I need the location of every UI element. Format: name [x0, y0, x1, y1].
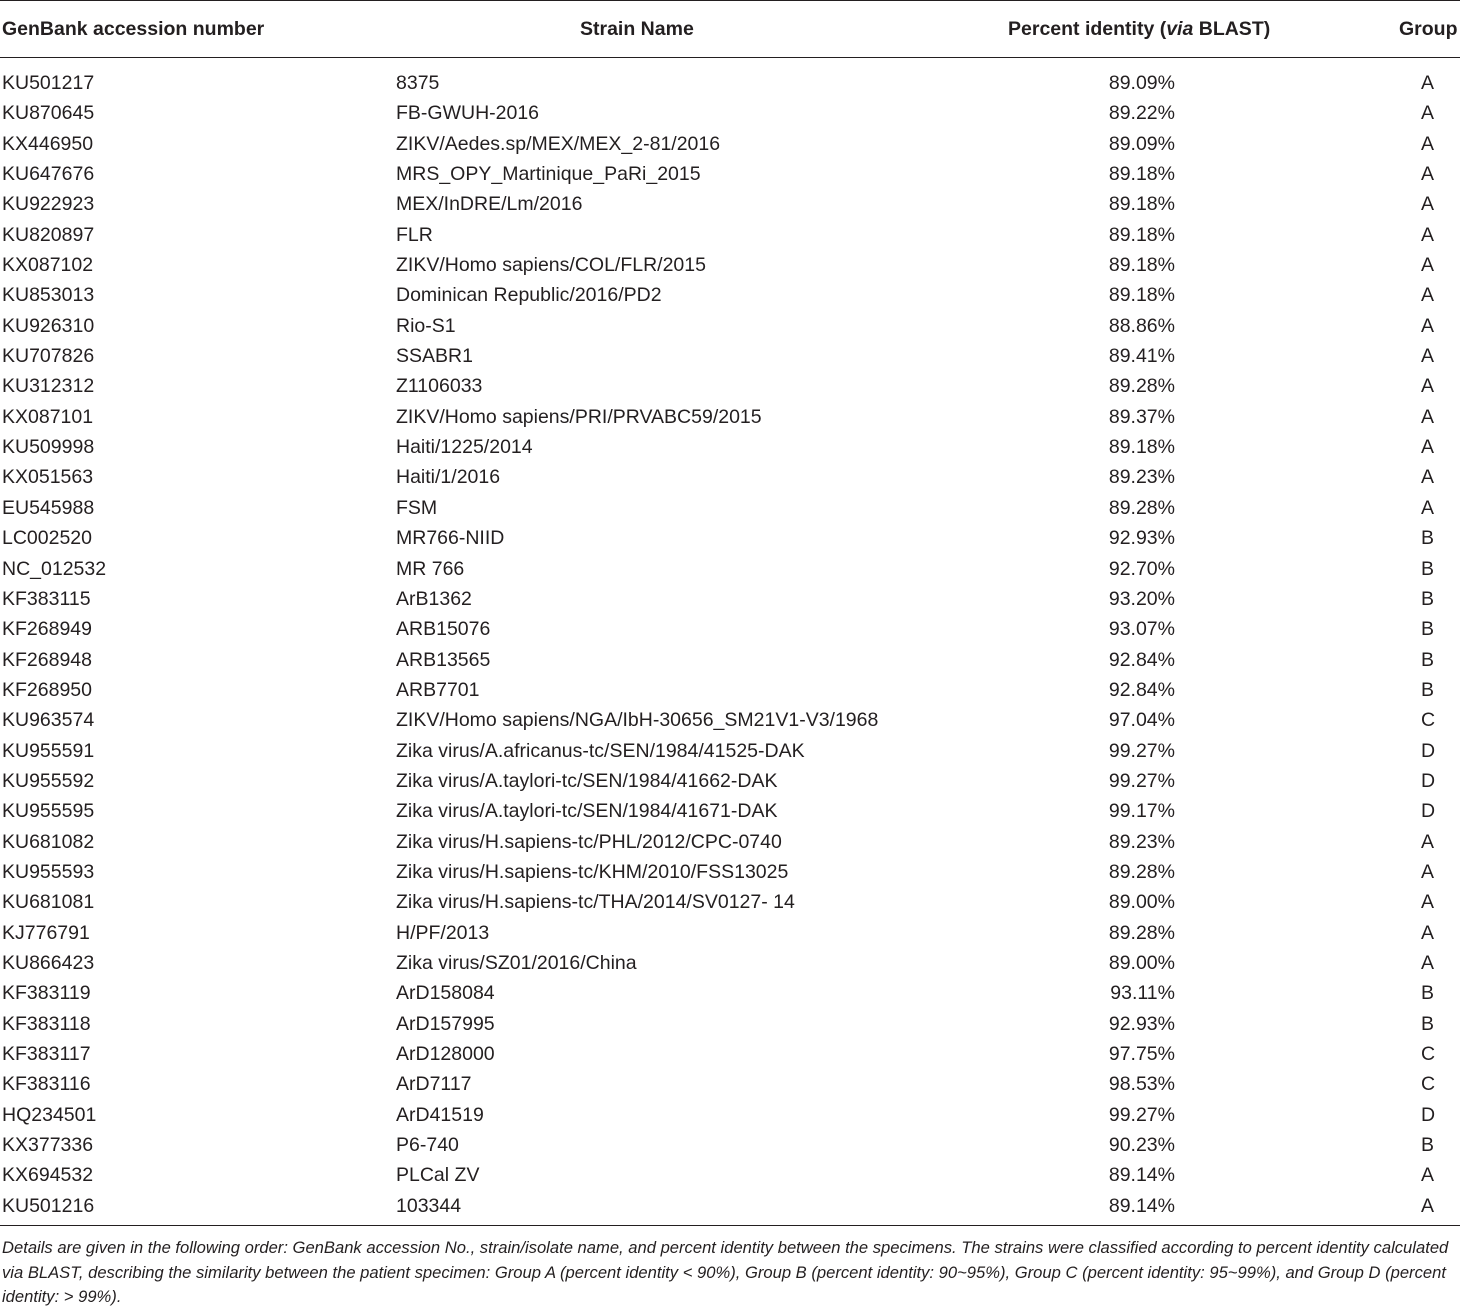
cell-percent: 93.07% [1108, 618, 1175, 641]
table-row [0, 1161, 1460, 1191]
cell-group: B [1421, 1134, 1435, 1157]
table-row [0, 676, 1460, 706]
table-row [0, 1131, 1460, 1161]
cell-percent: 89.09% [1108, 72, 1175, 94]
cell-strain: Haiti/1225/2014 [396, 436, 533, 459]
cell-group: B [1421, 648, 1435, 671]
table-row [0, 737, 1460, 767]
cell-percent: 89.23% [1108, 466, 1175, 489]
cell-percent: 99.27% [1108, 739, 1175, 762]
table-body [0, 58, 1460, 1225]
header-percent-via: via [1166, 18, 1194, 40]
table-row [0, 1040, 1460, 1070]
cell-strain: Z1106033 [396, 375, 483, 398]
table-row [0, 403, 1460, 433]
cell-percent: 92.84% [1108, 678, 1175, 701]
table-row [0, 281, 1460, 311]
cell-accession: KU820897 [2, 223, 95, 246]
table-row [0, 190, 1460, 220]
cell-percent: 89.14% [1108, 1164, 1175, 1187]
cell-accession: KU926310 [2, 314, 95, 337]
cell-accession: KU707826 [2, 345, 95, 368]
cell-percent: 89.37% [1108, 405, 1175, 428]
cell-percent: 97.04% [1108, 709, 1175, 732]
cell-strain: ArD158084 [396, 982, 495, 1005]
cell-strain: Zika virus/A.taylori-tc/SEN/1984/41671-DAK [396, 800, 778, 823]
cell-strain: FSM [396, 496, 438, 519]
cell-group: D [1421, 739, 1436, 762]
cell-group: D [1421, 769, 1436, 792]
table-row [0, 555, 1460, 585]
cell-group: C [1421, 1073, 1436, 1096]
cell-percent: 89.00% [1108, 951, 1175, 974]
cell-percent: 89.28% [1108, 860, 1175, 883]
cell-percent: 99.27% [1108, 769, 1175, 792]
cell-percent: 89.00% [1108, 891, 1175, 914]
cell-strain: ZIKV/Homo sapiens/COL/FLR/2015 [396, 254, 706, 277]
cell-group: B [1421, 618, 1435, 641]
cell-strain: ArD157995 [396, 1012, 495, 1035]
cell-group: A [1421, 1164, 1435, 1187]
cell-accession: KU501216 [2, 1194, 95, 1217]
table-row [0, 1010, 1460, 1040]
header-percent [1008, 18, 1270, 41]
cell-strain: Haiti/1/2016 [396, 466, 501, 489]
cell-group: A [1421, 163, 1435, 186]
cell-accession: KU870645 [2, 102, 95, 125]
header-strain: Strain Name [580, 18, 694, 40]
header-percent-prefix: Percent identity ( [1008, 18, 1167, 40]
cell-strain: P6-740 [396, 1134, 459, 1157]
cell-group: A [1421, 860, 1435, 883]
table-row [0, 99, 1460, 129]
cell-accession: KU647676 [2, 163, 95, 186]
cell-strain: Zika virus/H.sapiens-tc/THA/2014/SV0127- 14 [396, 891, 795, 914]
table-row [0, 585, 1460, 615]
cell-percent: 89.18% [1108, 163, 1175, 186]
cell-accession: KX377336 [2, 1134, 94, 1157]
cell-accession: KU681081 [2, 891, 95, 914]
cell-strain: ArD7117 [396, 1073, 472, 1096]
cell-strain: ARB7701 [396, 678, 480, 701]
cell-accession: KF383117 [2, 1043, 91, 1065]
cell-accession: KX694532 [2, 1164, 94, 1187]
cell-percent: 89.18% [1108, 254, 1175, 277]
header-group: Group [1399, 18, 1458, 40]
cell-group: A [1421, 102, 1435, 125]
cell-accession: EU545988 [2, 496, 95, 519]
cell-strain: MR766-NIID [396, 527, 505, 550]
cell-percent: 89.14% [1108, 1194, 1175, 1217]
cell-percent: 89.23% [1108, 830, 1175, 853]
cell-group: B [1421, 1012, 1435, 1035]
table-row [0, 342, 1460, 372]
cell-percent: 99.27% [1108, 1103, 1175, 1126]
table-row [0, 888, 1460, 918]
cell-percent: 89.41% [1108, 345, 1175, 368]
cell-percent: 89.28% [1108, 921, 1175, 944]
cell-strain: MR 766 [396, 557, 465, 580]
cell-accession: LC002520 [2, 527, 92, 550]
cell-group: A [1421, 891, 1435, 914]
cell-accession: KX087101 [2, 405, 94, 428]
cell-percent: 89.28% [1108, 496, 1175, 519]
cell-percent: 93.11% [1110, 982, 1175, 1005]
cell-group: A [1421, 496, 1435, 519]
cell-group: A [1421, 132, 1435, 155]
cell-accession: KF268949 [2, 618, 92, 641]
cell-accession: KF383115 [2, 587, 91, 610]
cell-group: B [1421, 982, 1435, 1005]
table-row [0, 433, 1460, 463]
cell-group: A [1421, 921, 1435, 944]
table-row [0, 706, 1460, 736]
cell-accession: HQ234501 [2, 1103, 97, 1126]
cell-strain: Zika virus/A.africanus-tc/SEN/1984/41525-DAK [396, 739, 805, 762]
cell-accession: KU866423 [2, 951, 95, 974]
table-row [0, 1101, 1460, 1131]
cell-accession: KF383116 [2, 1073, 91, 1096]
cell-strain: SSABR1 [396, 345, 473, 368]
cell-strain: FLR [396, 223, 433, 246]
cell-group: A [1421, 193, 1435, 216]
cell-percent: 97.75% [1108, 1043, 1175, 1065]
cell-accession: NC_012532 [2, 557, 107, 580]
cell-percent: 89.18% [1108, 436, 1175, 459]
cell-accession: KU312312 [2, 375, 95, 398]
cell-percent: 98.53% [1108, 1073, 1175, 1096]
cell-group: A [1421, 1194, 1435, 1217]
cell-strain: PLCal ZV [396, 1164, 480, 1187]
cell-accession: KU955591 [2, 739, 95, 762]
cell-group: D [1421, 1103, 1436, 1126]
cell-percent: 90.23% [1108, 1134, 1175, 1157]
cell-group: A [1421, 72, 1435, 94]
cell-group: A [1421, 375, 1435, 398]
table-row [0, 646, 1460, 676]
cell-accession: KF268950 [2, 678, 92, 701]
cell-strain: Rio-S1 [396, 314, 456, 337]
cell-percent: 89.28% [1108, 375, 1175, 398]
cell-group: A [1421, 466, 1435, 489]
cell-percent: 92.93% [1108, 527, 1175, 550]
table-footnote: Details are given in the following order: GenBank accession No., strain/isolate name, and percent identity between the specimens. The strains were classified according to percent identity calculated via BLAST, describing the similarity between the patient specimen: Group A (percent identity < 90%), Group B (percent identity: 90~95%), Group C (percent identity: 95~99%), and Group D (percent identity: > 99%). [2, 1238, 1449, 1307]
cell-group: C [1421, 709, 1436, 732]
cell-group: A [1421, 830, 1435, 853]
cell-group: A [1421, 405, 1435, 428]
cell-strain: ArD128000 [396, 1043, 495, 1065]
cell-accession: KU509998 [2, 436, 95, 459]
cell-group: A [1421, 314, 1435, 337]
cell-accession: KU853013 [2, 284, 95, 307]
cell-strain: MRS_OPY_Martinique_PaRi_2015 [396, 163, 701, 186]
table-row [0, 949, 1460, 979]
cell-accession: KX446950 [2, 132, 94, 155]
table-row [0, 312, 1460, 342]
cell-group: A [1421, 223, 1435, 246]
cell-strain: 103344 [396, 1194, 462, 1217]
cell-percent: 89.18% [1108, 223, 1175, 246]
header-accession: GenBank accession number [2, 18, 265, 40]
cell-accession: KU501217 [2, 72, 95, 94]
table-row [0, 615, 1460, 645]
table-row [0, 1070, 1460, 1100]
table-row [0, 858, 1460, 888]
cell-group: C [1421, 1043, 1436, 1065]
cell-percent: 89.18% [1108, 193, 1175, 216]
cell-accession: KX087102 [2, 254, 94, 277]
cell-group: B [1421, 527, 1435, 550]
header-percent-suffix: BLAST) [1193, 18, 1271, 40]
cell-group: B [1421, 557, 1435, 580]
cell-strain: Zika virus/SZ01/2016/China [396, 951, 637, 974]
cell-strain: MEX/InDRE/Lm/2016 [396, 193, 583, 216]
cell-accession: KF268948 [2, 648, 92, 671]
table-row [0, 919, 1460, 949]
cell-strain: ZIKV/Homo sapiens/NGA/IbH-30656_SM21V1-V3/1968 [396, 709, 879, 732]
cell-strain: H/PF/2013 [396, 921, 490, 944]
cell-strain: 8375 [396, 72, 440, 94]
cell-accession: KX051563 [2, 466, 94, 489]
cell-strain: Dominican Republic/2016/PD2 [396, 284, 662, 307]
cell-strain: Zika virus/H.sapiens-tc/PHL/2012/CPC-0740 [396, 830, 782, 853]
cell-strain: ZIKV/Aedes.sp/MEX/MEX_2-81/2016 [396, 132, 721, 155]
cell-strain: ArB1362 [396, 587, 472, 610]
table-row [0, 494, 1460, 524]
cell-percent: 88.86% [1108, 314, 1175, 337]
cell-strain: Zika virus/H.sapiens-tc/KHM/2010/FSS13025 [396, 860, 789, 883]
cell-group: B [1421, 678, 1435, 701]
cell-accession: KU955593 [2, 860, 95, 883]
cell-group: A [1421, 345, 1435, 368]
cell-accession: KU955595 [2, 800, 95, 823]
cell-accession: KF383118 [2, 1012, 91, 1035]
table-row [0, 767, 1460, 797]
cell-group: A [1421, 284, 1435, 307]
table-row [0, 797, 1460, 827]
cell-group: D [1421, 800, 1436, 823]
table-row [0, 828, 1460, 858]
cell-group: A [1421, 951, 1435, 974]
cell-group: B [1421, 587, 1435, 610]
cell-strain: FB-GWUH-2016 [396, 102, 540, 125]
cell-percent: 99.17% [1108, 800, 1175, 823]
cell-accession: KF383119 [2, 982, 91, 1005]
table-row [0, 221, 1460, 251]
cell-strain: ARB15076 [396, 618, 491, 641]
cell-accession: KU681082 [2, 830, 95, 853]
cell-accession: KU955592 [2, 769, 95, 792]
table-row [0, 979, 1460, 1009]
cell-percent: 92.93% [1108, 1012, 1175, 1035]
cell-percent: 92.84% [1108, 648, 1175, 671]
cell-accession: KU963574 [2, 709, 95, 732]
table-row [0, 372, 1460, 402]
cell-accession: KJ776791 [2, 921, 90, 944]
cell-percent: 92.70% [1108, 557, 1175, 580]
cell-percent: 89.18% [1108, 284, 1175, 307]
table-row [0, 463, 1460, 493]
table-row [0, 69, 1460, 99]
cell-percent: 89.09% [1108, 132, 1175, 155]
cell-percent: 89.22% [1108, 102, 1175, 125]
table-row [0, 130, 1460, 160]
cell-strain: ARB13565 [396, 648, 491, 671]
cell-accession: KU922923 [2, 193, 95, 216]
cell-percent: 93.20% [1108, 587, 1175, 610]
cell-group: A [1421, 436, 1435, 459]
table-row [0, 251, 1460, 281]
table-row [0, 524, 1460, 554]
cell-strain: Zika virus/A.taylori-tc/SEN/1984/41662-DAK [396, 769, 778, 792]
table-header [0, 1, 1460, 57]
cell-group: A [1421, 254, 1435, 277]
cell-strain: ArD41519 [396, 1103, 484, 1126]
table-row [0, 1192, 1460, 1222]
cell-strain: ZIKV/Homo sapiens/PRI/PRVABC59/2015 [396, 405, 762, 428]
table-row [0, 160, 1460, 190]
